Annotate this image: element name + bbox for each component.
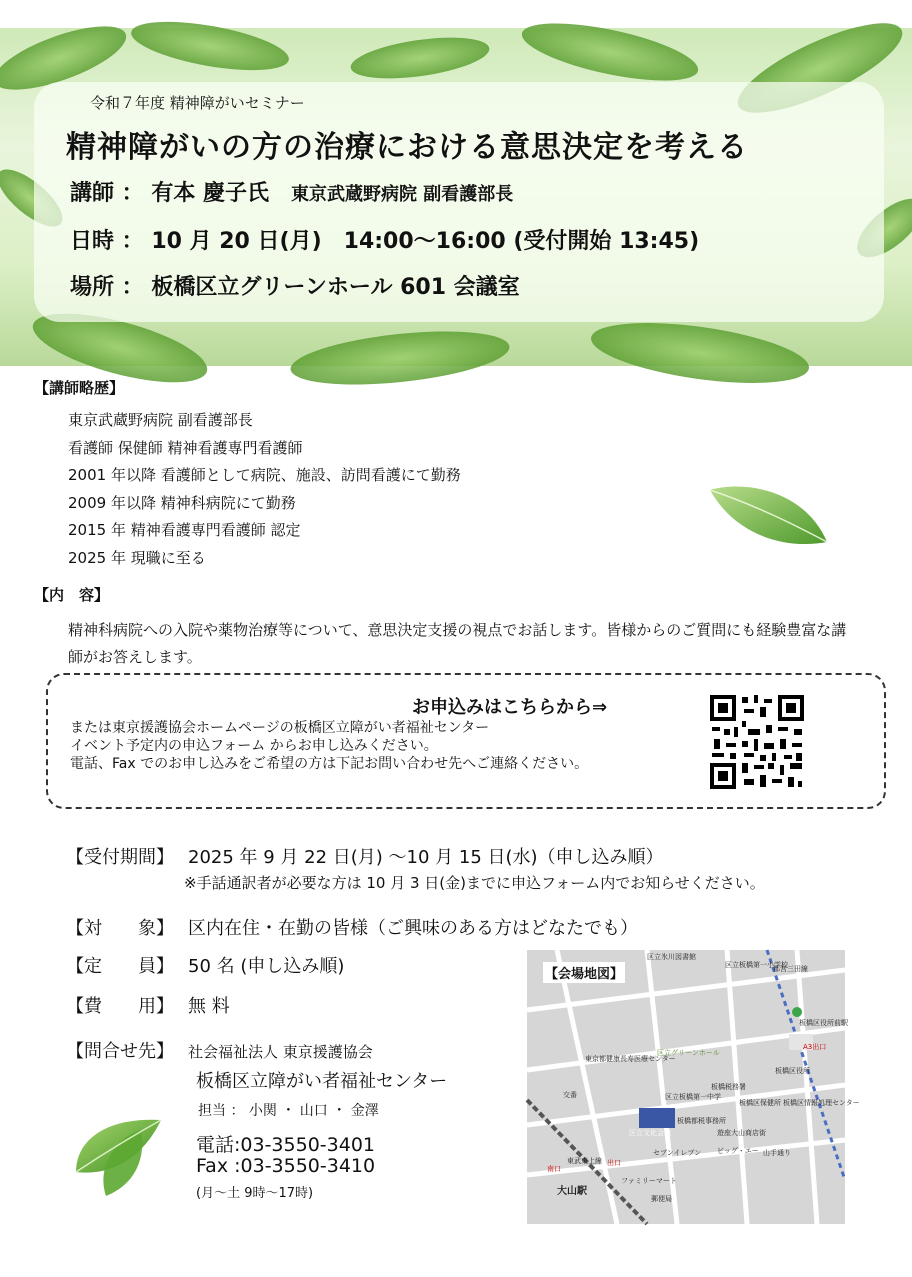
- contact-fax: Fax :03-3550-3410: [196, 1155, 376, 1177]
- datetime-line: 日時 ： 10 月 20 日(月) 14:00～16:00 (受付開始 13:45): [70, 229, 700, 254]
- contact-staff: 担当 ： 小関 ・ 山口 ・ 金澤: [198, 1103, 379, 1119]
- contact-row: [66, 1037, 373, 1063]
- period-note: ※手話通訳者が必要な方は 10 月 3 日(金)までに申込フォーム内でお知らせください。: [184, 874, 765, 892]
- period-row: [66, 843, 664, 869]
- content-heading: 【内 容】: [34, 586, 110, 604]
- target-row: [66, 914, 638, 940]
- target-value: 区内在住・在勤の皆様（ご興味のある方はどなたでも）: [188, 918, 638, 939]
- apply-heading: お申込みはこちらから⇒: [412, 697, 608, 718]
- period-value: 2025 年 9 月 22 日(月) ～10 月 15 日(水)（申し込み順）: [188, 847, 664, 868]
- target-label: 【対 象】: [66, 918, 174, 939]
- profile-item: 2025 年 現職に至る: [68, 548, 206, 567]
- hero-banner: [0, 28, 912, 366]
- contact-tel: 電話:03-3550-3401: [196, 1134, 375, 1156]
- profile-item: 東京武蔵野病院 副看護部長: [68, 411, 253, 429]
- venue-line: 場所 ： 板橋区立グリーンホール 601 会議室: [70, 275, 520, 300]
- profile-list: [68, 407, 461, 572]
- capacity-value: 50 名 (申し込み順): [188, 956, 345, 977]
- profile-heading: 【講師略歴】: [34, 379, 125, 397]
- fee-label: 【費 用】: [66, 996, 174, 1017]
- contact-hours: (月～土 9時～17時): [196, 1186, 314, 1201]
- application-box: [46, 673, 886, 809]
- page-title: 精神障がいの方の治療における意思決定を考える: [66, 130, 748, 165]
- qr-code-icon[interactable]: [708, 693, 806, 791]
- fee-value: 無 料: [188, 996, 230, 1017]
- venue-map[interactable]: 【会場地図】 区立氷川図書館 区立板橋第一小学校 東京都健康長寿医療センター 区立グリーンホール 区立板橋第一中学 板橋税務署 板橋区役所 交番 板橋区保健所 板橋区情報処理センター 区立文化会館 板橋都税事務所 遊座大山商店街 セブンイレブン ビッグ・エー 山手通り ファミリーマート 郵便局 大山駅 板橋区役所前駅 東武東上線 都営三田線 南口 出口 A3出口: [527, 950, 845, 1224]
- leaf-icon: [705, 480, 835, 555]
- lecturer-line: 講師 ： 有本 慶子氏 東京武蔵野病院 副看護部長: [70, 181, 514, 206]
- contact-center: 板橋区立障がい者福祉センター: [196, 1071, 448, 1092]
- profile-item: 看護師 保健師 精神看護専門看護師: [68, 438, 303, 457]
- apply-text: または東京援護協会ホームページの板橋区立障がい者福祉センター イベント予定内の申込フォーム からお申し込みください。 電話、Fax でのお申し込みをご希望の方は下記お問い合わせ先へご連絡ください。: [70, 720, 589, 772]
- profile-item: 2009 年以降 精神科病院にて勤務: [68, 493, 296, 512]
- period-label: 【受付期間】: [66, 847, 174, 868]
- lecturer-affiliation: 東京武蔵野病院 副看護部長: [290, 184, 514, 205]
- content-text: 精神科病院への入院や薬物治療等について、意思決定支援の視点でお話します。皆様からのご質問にも経験豊富な講師がお答えします。: [68, 621, 847, 666]
- fee-row: [66, 992, 230, 1018]
- contact-label: 【問合せ先】: [66, 1041, 174, 1062]
- profile-item: 2001 年以降 看護師として病院、施設、訪問看護にて勤務: [68, 466, 461, 484]
- capacity-row: [66, 952, 344, 978]
- twin-leaves-icon: [66, 1112, 166, 1198]
- contact-org: 社会福祉法人 東京援護協会: [188, 1043, 373, 1061]
- map-title: 【会場地図】: [543, 962, 625, 983]
- profile-item: 2015 年 精神看護専門看護師 認定: [68, 521, 301, 539]
- capacity-label: 【定 員】: [66, 956, 174, 977]
- seminar-series: 令和７年度 精神障がいセミナー: [90, 94, 305, 112]
